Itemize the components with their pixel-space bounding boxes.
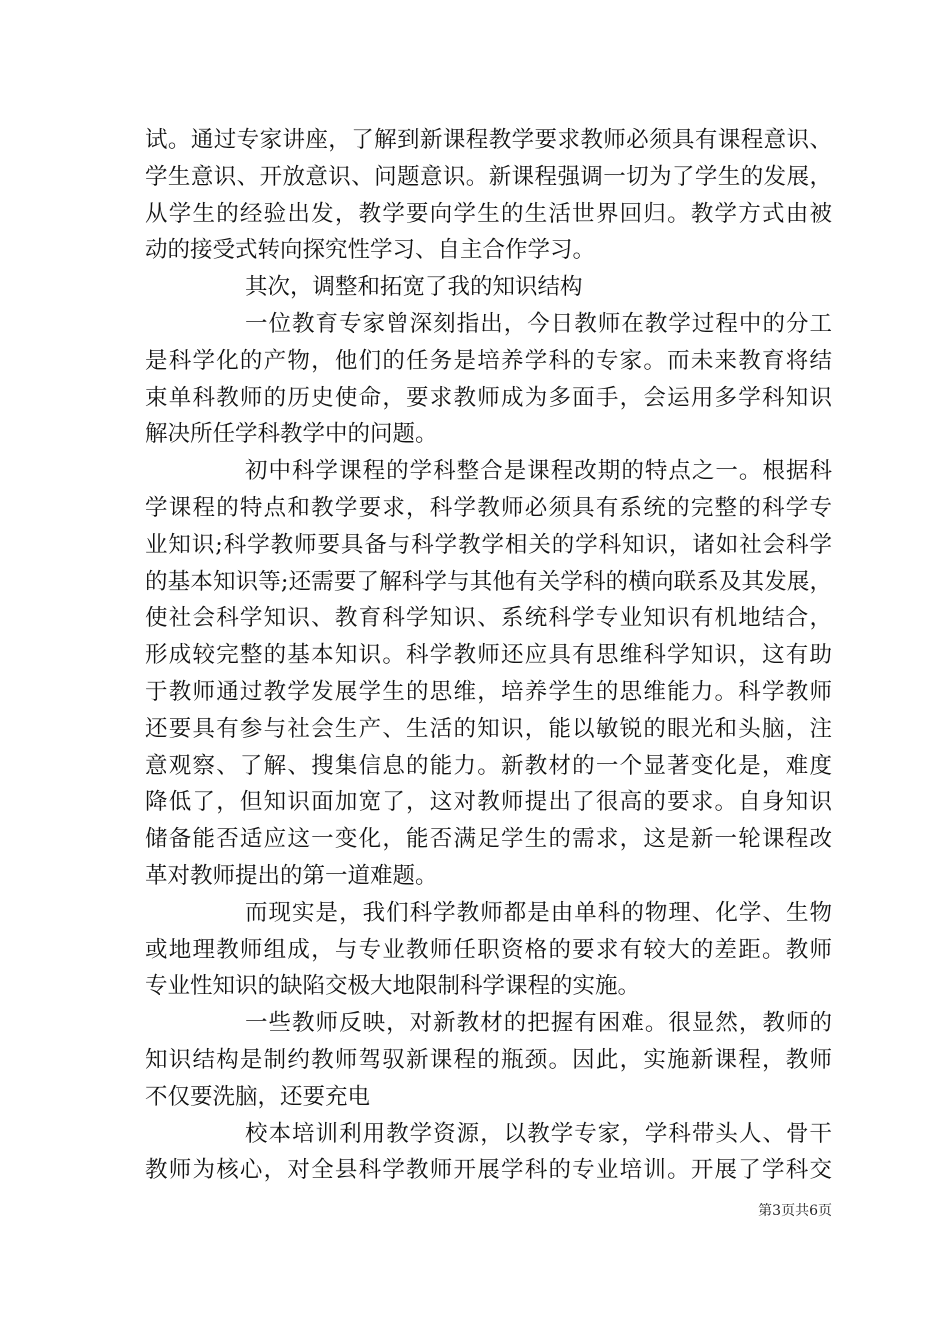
document-body <box>145 122 832 1189</box>
text-line: 学课程的特点和教学要求，科学教师必须具有系统的完整的科学专 <box>145 494 832 521</box>
text-line: 动的接受式转向探究性学习、自主合作学习。 <box>145 237 596 264</box>
text-line: 或地理教师组成，与专业教师任职资格的要求有较大的差距。教师 <box>145 936 832 963</box>
text-line: 于教师通过教学发展学生的思维，培养学生的思维能力。科学教师 <box>145 678 832 705</box>
text-line: 校本培训利用教学资源，以教学专家，学科带头人、骨干 <box>245 1120 832 1147</box>
text-line: 业知识;科学教师要具备与科学教学相关的学科知识，诸如社会科学 <box>145 531 832 558</box>
text-line: 不仅要洗脑，还要充电 <box>145 1083 371 1110</box>
text-line: 知识结构是制约教师驾驭新课程的瓶颈。因此，实施新课程，教师 <box>145 1046 832 1073</box>
text-line: 意观察、了解、搜集信息的能力。新教材的一个显著变化是，难度 <box>145 752 832 779</box>
text-line: 一位教育专家曾深刻指出，今日教师在教学过程中的分工 <box>245 310 832 337</box>
text-line: 形成较完整的基本知识。科学教师还应具有思维科学知识，这有助 <box>145 642 832 669</box>
text-line: 储备能否适应这一变化，能否满足学生的需求，这是新一轮课程改 <box>145 826 832 853</box>
text-line: 专业性知识的缺陷交极大地限制科学课程的实施。 <box>145 973 641 1000</box>
paragraph <box>145 269 832 306</box>
text-line: 革对教师提出的第一道难题。 <box>145 862 438 889</box>
text-line: 束单科教师的历史使命，要求教师成为多面手，会运用多学科知识 <box>145 384 832 411</box>
page-number: 第3页共6页 <box>758 1203 832 1219</box>
text-line: 学生意识、开放意识、问题意识。新课程强调一切为了学生的发展， <box>145 163 832 190</box>
text-line: 而现实是，我们科学教师都是由单科的物理、化学、生物 <box>245 899 832 926</box>
paragraph <box>145 1116 832 1190</box>
text-line: 还要具有参与社会生产、生活的知识，能以敏锐的眼光和头脑，注 <box>145 715 832 742</box>
text-line: 使社会科学知识、教育科学知识、系统科学专业知识有机地结合， <box>145 605 832 632</box>
text-line: 的基本知识等;还需要了解科学与其他有关学科的横向联系及其发展， <box>145 568 832 595</box>
paragraph <box>145 306 832 453</box>
text-line: 是科学化的产物，他们的任务是培养学科的专家。而未来教育将结 <box>145 347 832 374</box>
paragraph <box>145 1005 832 1115</box>
paragraph <box>145 122 832 269</box>
paragraph <box>145 895 832 1005</box>
text-line: 其次，调整和拓宽了我的知识结构 <box>245 274 583 301</box>
text-line: 解决所任学科教学中的问题。 <box>145 421 438 448</box>
text-line: 降低了，但知识面加宽了，这对教师提出了很高的要求。自身知识 <box>145 789 832 816</box>
text-line: 教师为核心，对全县科学教师开展学科的专业培训。开展了学科交 <box>145 1157 832 1184</box>
text-line: 试。通过专家讲座，了解到新课程教学要求教师必须具有课程意识、 <box>145 127 832 153</box>
text-line: 从学生的经验出发，教学要向学生的生活世界回归。教学方式由被 <box>145 200 832 227</box>
text-line: 一些教师反映，对新教材的把握有困难。很显然，教师的 <box>245 1010 832 1037</box>
paragraph <box>145 453 832 895</box>
text-line: 初中科学课程的学科整合是课程改期的特点之一。根据科 <box>245 458 832 485</box>
